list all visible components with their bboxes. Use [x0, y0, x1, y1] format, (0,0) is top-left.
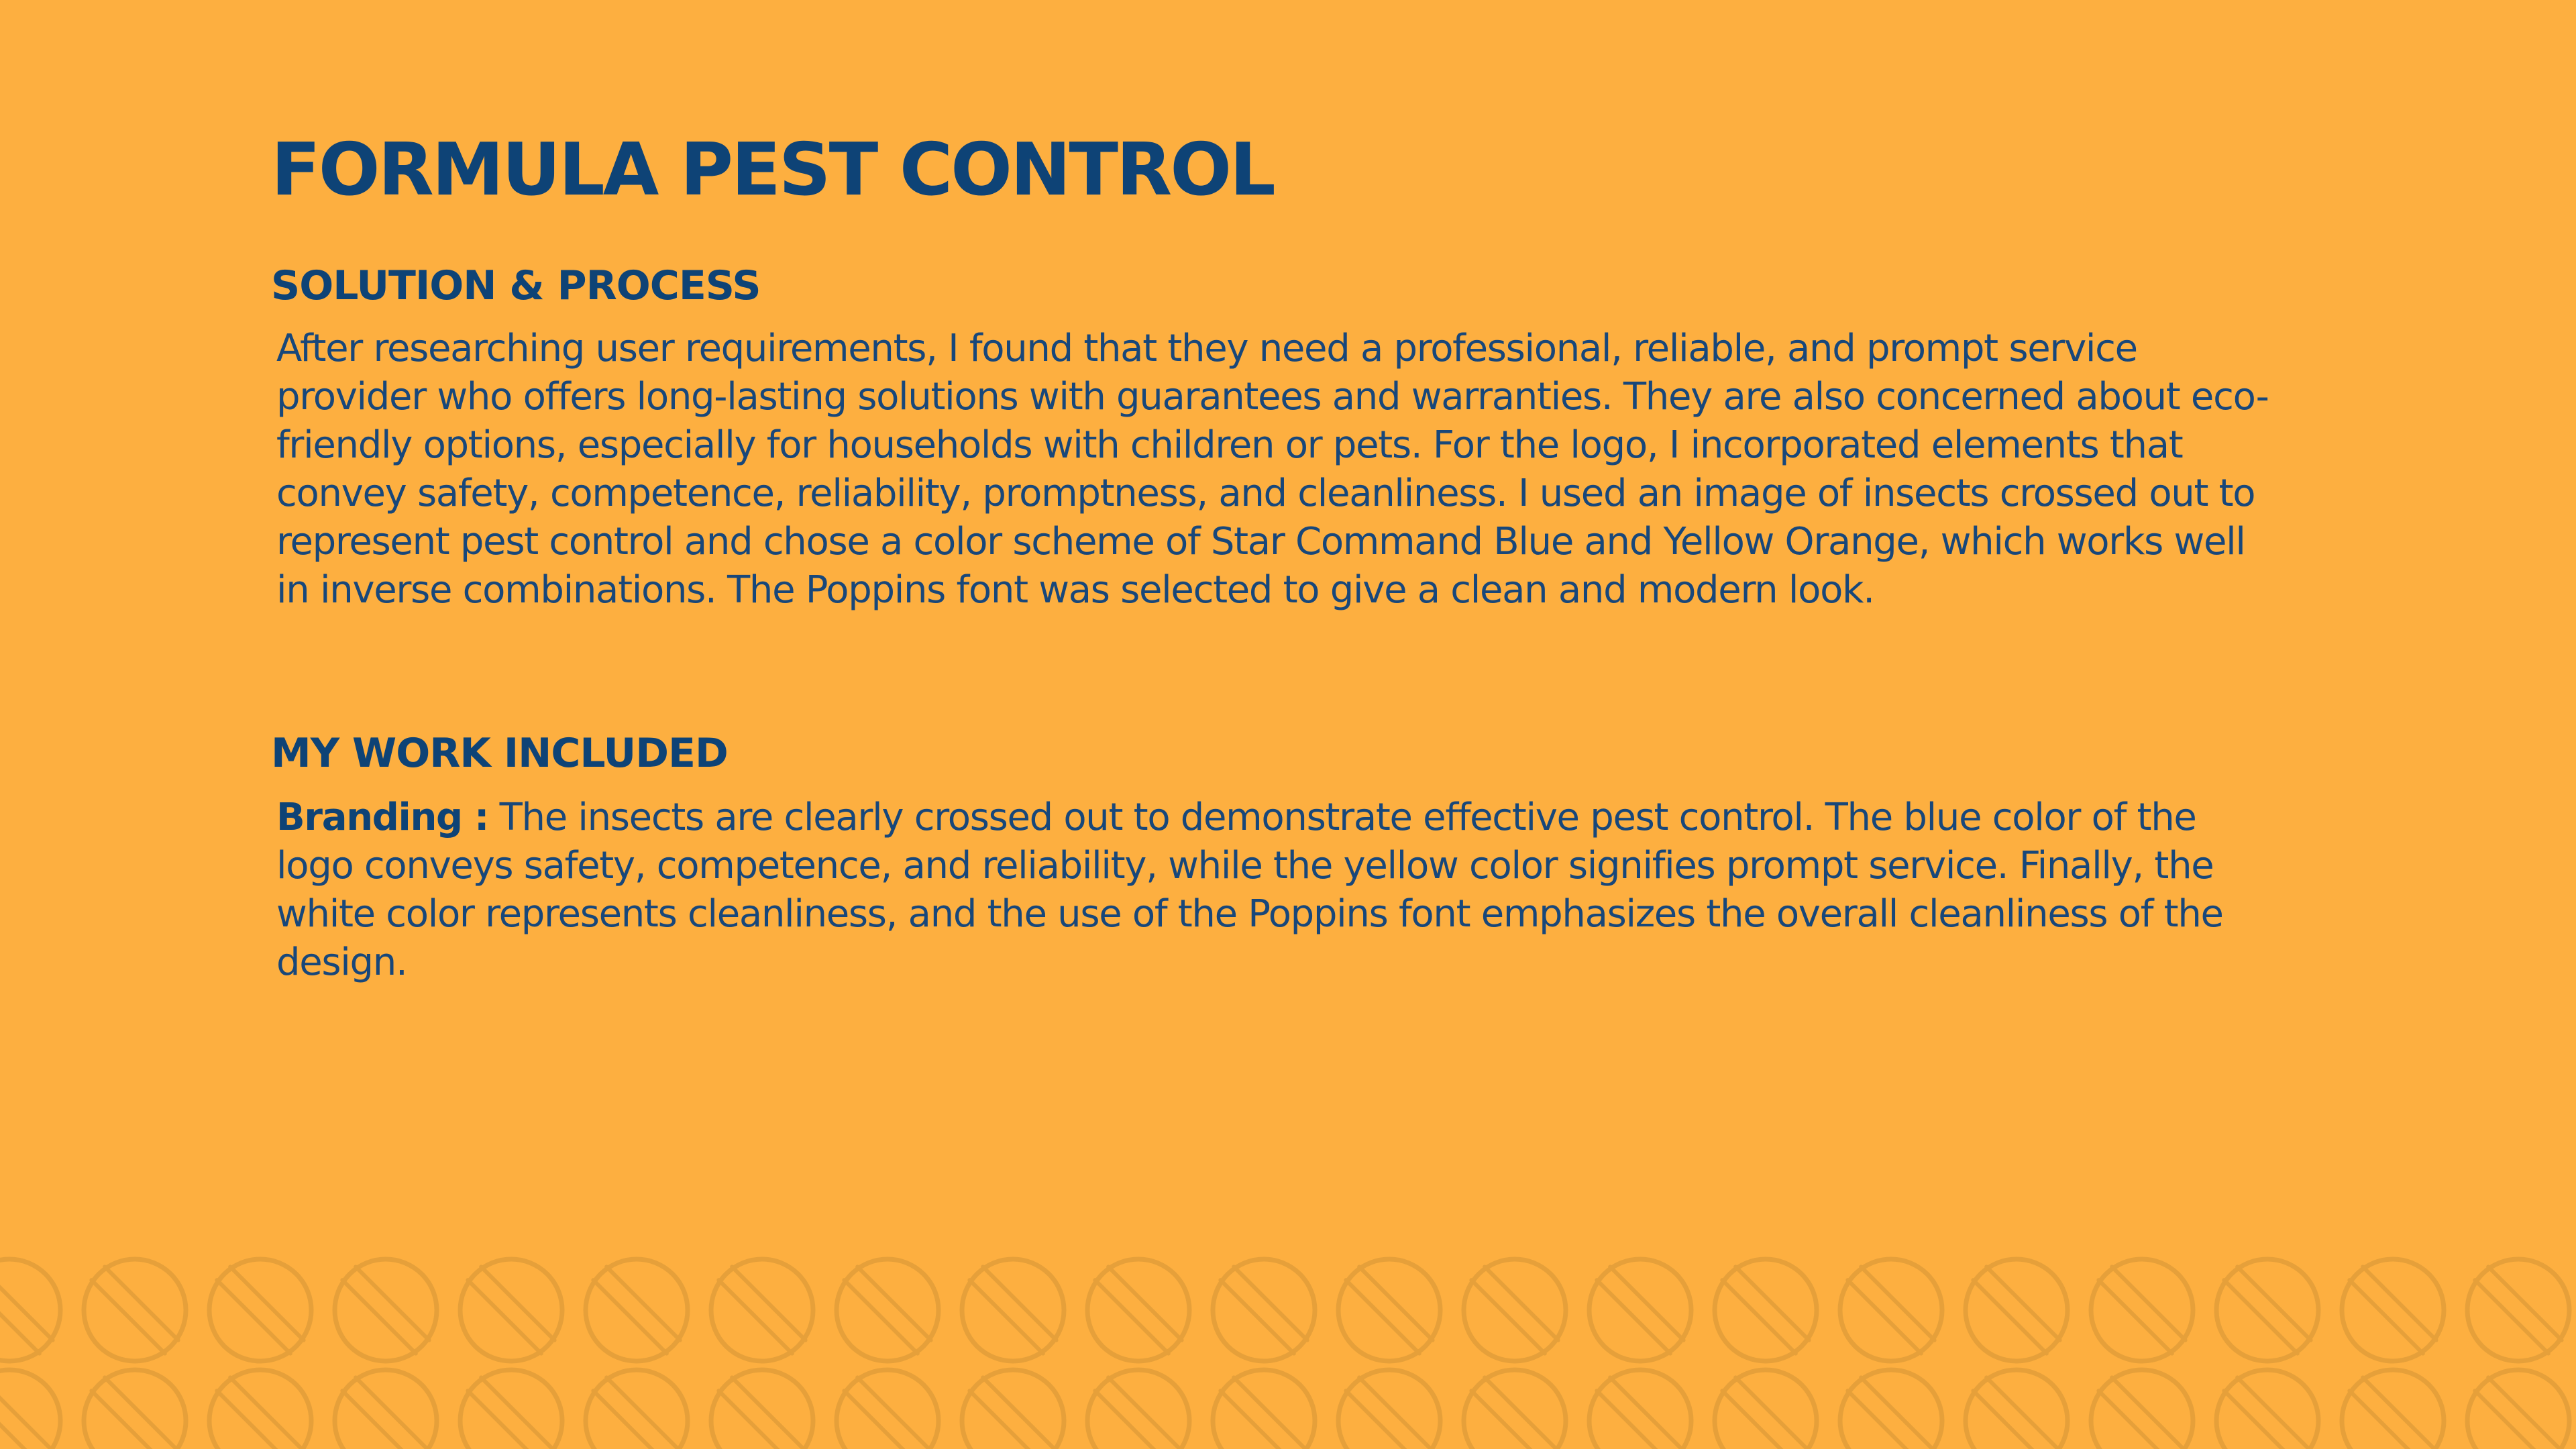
prohibited-sign-icon: [711, 1259, 813, 1361]
prohibited-sign-icon: [837, 1370, 938, 1449]
branding-label: Branding :: [276, 796, 489, 839]
prohibited-sign-icon: [460, 1259, 562, 1361]
prohibited-sign-icon: [586, 1370, 688, 1449]
prohibited-sign-icon: [84, 1259, 186, 1361]
prohibited-sign-icon: [1213, 1259, 1315, 1361]
prohibited-sign-icon: [1338, 1370, 1440, 1449]
branding-text: The insects are clearly crossed out to demonstrate effective pest control. The blue color of the logo conveys safety, competence, and reliability, while the yellow color signifies prompt service. Finally, the white color represents cleanliness, and the use of the Poppins font emphasizes the overall cleanliness of the design.: [276, 796, 2223, 984]
solution-heading: SOLUTION & PROCESS: [271, 262, 761, 309]
prohibited-sign-icon: [335, 1259, 437, 1361]
prohibited-sign-icon: [962, 1259, 1064, 1361]
prohibited-sign-icon: [2216, 1370, 2318, 1449]
prohibited-sign-icon: [2091, 1259, 2193, 1361]
prohibited-sign-icon: [1715, 1370, 1817, 1449]
work-heading: MY WORK INCLUDED: [271, 730, 728, 777]
prohibited-sign-icon: [1589, 1370, 1691, 1449]
prohibited-sign-icon: [1715, 1259, 1817, 1361]
prohibited-sign-icon: [1966, 1259, 2068, 1361]
prohibited-sign-icon: [1840, 1259, 1942, 1361]
prohibited-sign-icon: [209, 1370, 311, 1449]
prohibited-sign-icon: [1338, 1259, 1440, 1361]
prohibited-sign-icon: [1213, 1370, 1315, 1449]
prohibited-sign-icon: [1966, 1370, 2068, 1449]
prohibited-sign-icon: [2216, 1259, 2318, 1361]
prohibited-sign-icon: [2467, 1259, 2569, 1361]
page-title: FORMULA PEST CONTROL: [271, 128, 1274, 212]
prohibited-sign-icon: [2091, 1370, 2193, 1449]
prohibited-sign-icon: [586, 1259, 688, 1361]
prohibited-sign-icon: [1087, 1259, 1189, 1361]
prohibited-sign-icon: [2467, 1370, 2569, 1449]
prohibited-sign-icon: [209, 1259, 311, 1361]
prohibited-sign-icon: [1589, 1259, 1691, 1361]
prohibited-sign-icon: [335, 1370, 437, 1449]
solution-paragraph: After researching user requirements, I found that they need a professional, reliable, and prompt service provider who offers long-lasting solutions with guarantees and warranties. They are also concerned about eco-friendly options, especially for households with children or pets. For the logo, I incorporated elements that convey safety, competence, reliability, promptness, and cleanliness. I used an image of insects crossed out to represent pest control and chose a color scheme of Star Command Blue and Yellow Orange, which works well in inverse combinations. The Poppins font was selected to give a clean and modern look.: [276, 327, 2269, 612]
prohibited-sign-icon: [711, 1370, 813, 1449]
prohibited-sign-icon: [460, 1370, 562, 1449]
prohibited-sign-icon: [1087, 1370, 1189, 1449]
prohibited-sign-icon: [1464, 1370, 1566, 1449]
work-paragraph: [276, 794, 2275, 987]
prohibited-sign-icon: [837, 1259, 938, 1361]
prohibited-sign-icon: [1840, 1370, 1942, 1449]
prohibited-sign-icon: [84, 1370, 186, 1449]
prohibited-sign-icon: [0, 1370, 60, 1449]
prohibited-sign-icon: [2342, 1259, 2444, 1361]
prohibited-sign-icon: [962, 1370, 1064, 1449]
prohibited-sign-icon: [2342, 1370, 2444, 1449]
prohibited-sign-icon: [0, 1259, 60, 1361]
prohibited-sign-pattern: [0, 1248, 2576, 1449]
prohibited-sign-icon: [1464, 1259, 1566, 1361]
